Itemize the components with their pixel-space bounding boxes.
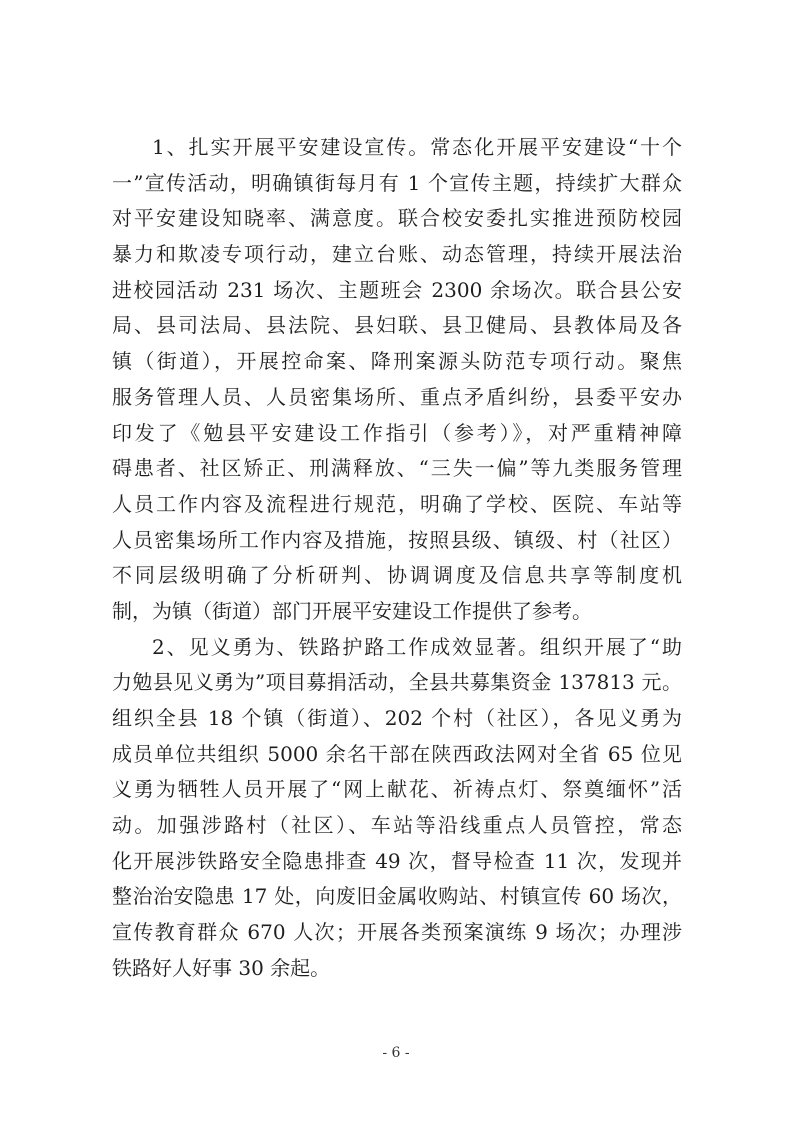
text-line: 印发了《勉县平安建设工作指引（参考）》，对严重精神障	[112, 420, 682, 445]
text-line: 不同层级明确了分析研判、协调调度及信息共享等制度机	[112, 563, 682, 588]
text-line: 人员工作内容及流程进行规范，明确了学校、医院、车站等	[112, 491, 682, 516]
text-line: 成员单位共组织 5000 余名干部在陕西政法网对全省 65 位见	[112, 741, 682, 766]
text-line: 2、见义勇为、铁路护路工作成效显著。组织开展了“助	[152, 634, 682, 659]
text-line: 组织全县 18 个镇（街道）、202 个村（社区），各见义勇为	[112, 706, 682, 730]
text-line: 制，为镇（街道）部门开展平安建设工作提供了参考。	[112, 598, 592, 623]
text-line: 力勉县见义勇为”项目募捐活动，全县共募集资金 137813 元。	[112, 670, 682, 695]
text-line: 1、扎实开展平安建设宣传。常态化开展平安建设“十个	[152, 135, 682, 159]
text-line: 铁路好人好事 30 余起。	[112, 955, 331, 980]
text-line: 宣传教育群众 670 人次；开展各类预案演练 9 场次；办理涉	[112, 920, 682, 945]
text-line: 动。加强涉路村（社区）、车站等沿线重点人员管控，常态	[112, 813, 682, 838]
text-line: 整治治安隐患 17 处，向废旧金属收购站、村镇宣传 60 场次，	[112, 884, 682, 909]
text-line: 服务管理人员、人员密集场所、重点矛盾纠纷，县委平安办	[112, 384, 682, 409]
paragraph-1	[112, 130, 682, 630]
text-line: 人员密集场所工作内容及措施，按照县级、镇级、村（社区）	[112, 527, 682, 552]
paragraph-2	[112, 630, 682, 987]
text-line: 对平安建设知晓率、满意度。联合校安委扎实推进预防校园	[112, 206, 682, 231]
text-line: 碍患者、社区矫正、刑满释放、“三失一偏”等九类服务管理	[112, 456, 682, 481]
text-line: 进校园活动 231 场次、主题班会 2300 余场次。联合县公安	[112, 277, 682, 302]
text-line: 镇（街道），开展控命案、降刑案源头防范专项行动。聚焦	[112, 349, 682, 374]
text-line: 一”宣传活动，明确镇街每月有 1 个宣传主题，持续扩大群众	[112, 170, 682, 195]
text-line: 暴力和欺凌专项行动，建立台账、动态管理，持续开展法治	[112, 242, 682, 267]
text-line: 化开展涉铁路安全隐患排查 49 次，督导检查 11 次，发现并	[112, 848, 682, 873]
text-line: 义勇为牺牲人员开展了“网上献花、祈祷点灯、祭奠缅怀”活	[112, 777, 682, 802]
body-text	[112, 130, 682, 987]
page-number: - 6 -	[382, 1045, 410, 1061]
text-line: 局、县司法局、县法院、县妇联、县卫健局、县教体局及各	[112, 313, 682, 338]
